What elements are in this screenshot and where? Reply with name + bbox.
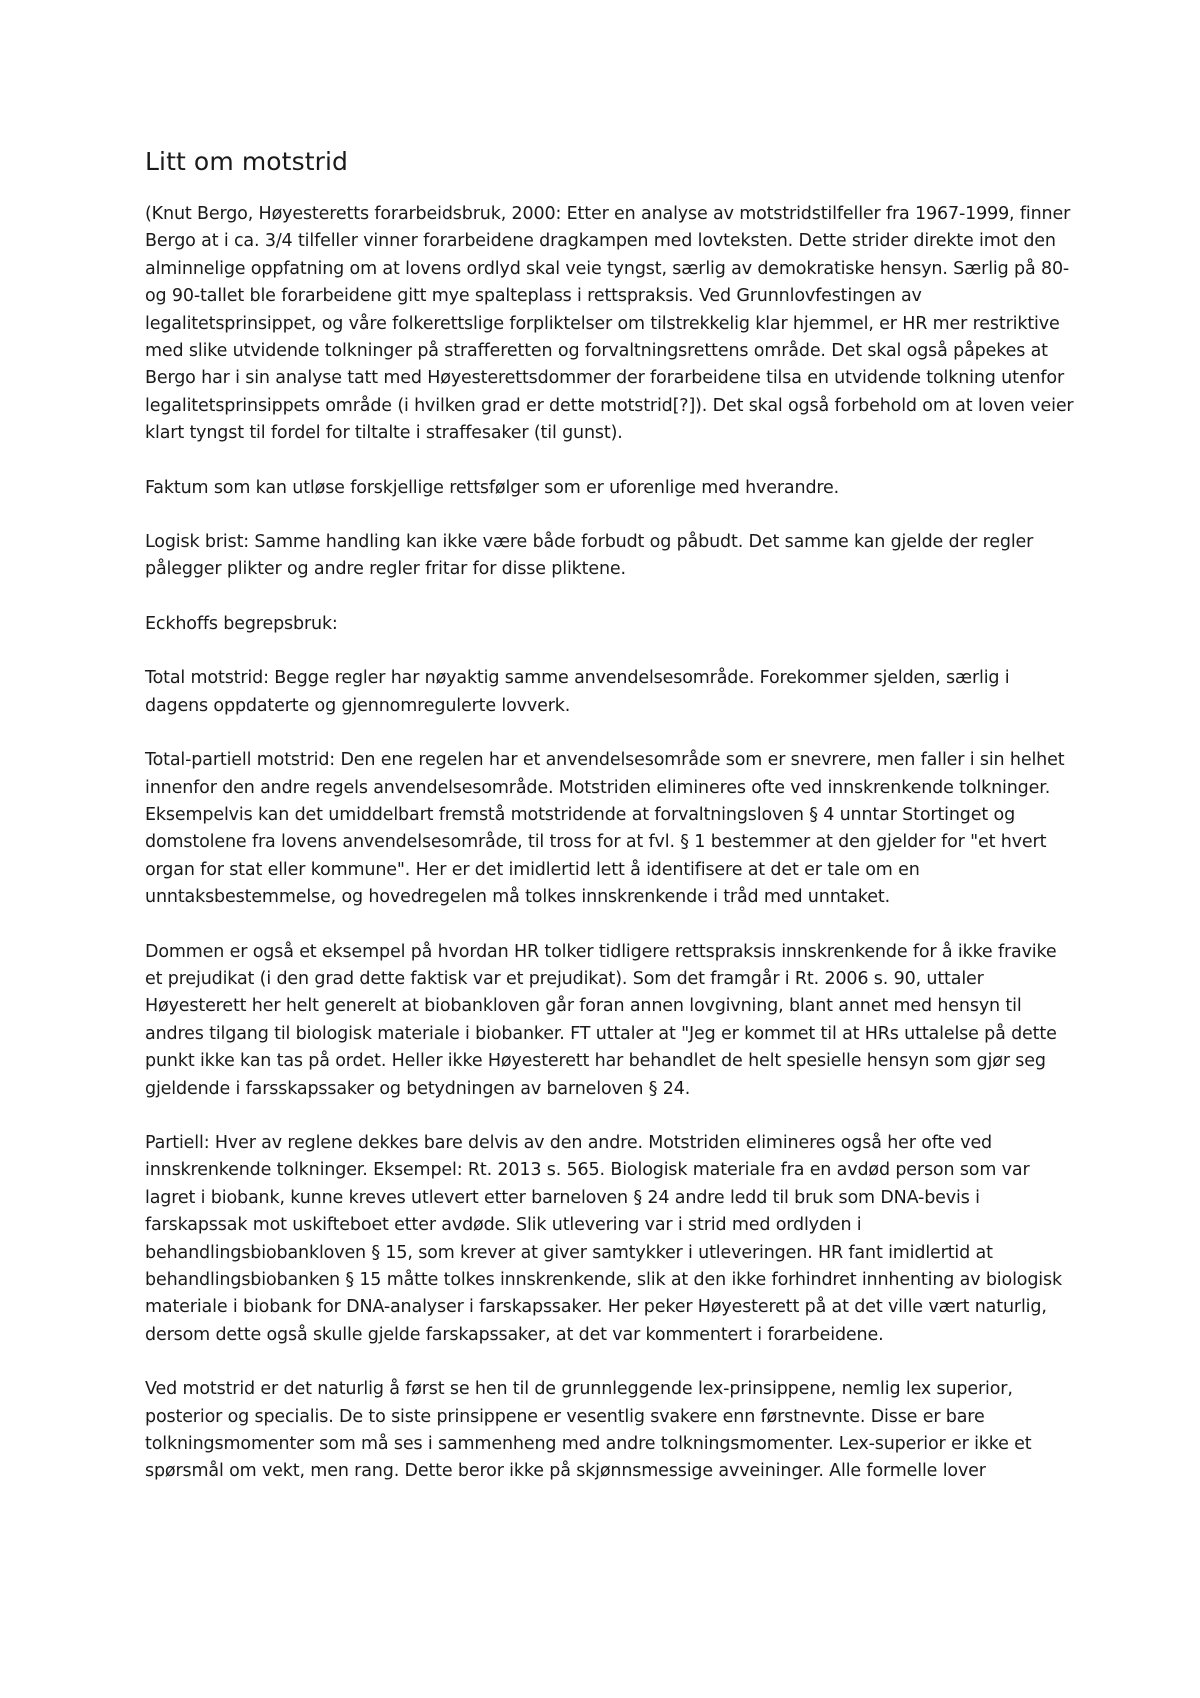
paragraph-lex-prinsipper: Ved motstrid er det naturlig å først se hen til de grunnleggende lex-prinsippene, nemlig lex superior, posterior og specialis. De to siste prinsippene er vesentlig svakere enn førstnevnte. Disse er bare tolkningsmomenter som må ses i sammenheng med andre tolkningsmomenter. Lex-superior er ikke et spørsmål om vekt, men rang. Dette beror ikke på skjønnsmessige avveininger. Alle formelle lover xyxy=(145,1379,1032,1482)
paragraph-partiell: Partiell: Hver av reglene dekkes bare delvis av den andre. Motstriden elimineres også her ofte ved innskrenkende tolkninger. Eksempel: Rt. 2013 s. 565. Biologisk materiale fra en avdød person som var lagret i biobank, kunne kreves utlevert etter barneloven § 24 andre ledd til bruk som DNA-bevis i farskapssak mot uskifteboet etter avdøde. Slik utlevering var i strid med ordlyden i behandlingsbiobankloven § 15, som krever at giver samtykker i utleveringen. HR fant imidlertid at behandlingsbiobanken § 15 måtte tolkes innskrenkende, slik at den ikke forhindret innhenting av biologisk materiale i biobank for DNA-analyser i farskapssaker. Her peker Høyesterett på at det ville vært naturlig, dersom dette også skulle gjelde farskapssaker, at det var kommentert i forarbeidene. xyxy=(145,1132,1062,1345)
paragraph-eckhoff-heading: Eckhoffs begrepsbruk: xyxy=(145,613,338,634)
paragraph-dommen: Dommen er også et eksempel på hvordan HR tolker tidligere rettspraksis innskrenkende for å ikke fravike et prejudikat (i den grad dette faktisk var et prejudikat). Som det framgår i Rt. 2006 s. 90, uttaler Høyesterett her helt generelt at biobankloven går foran annen lovgivning, blant annet med hensyn til andres tilgang til biologisk materiale i biobanker. FT uttaler at "Jeg er kommet til at HRs uttalelse på dette punkt ikke kan tas på ordet. Heller ikke Høyesterett har behandlet de helt spesielle hensyn som gjør seg gjeldende i farsskapssaker og betydningen av barneloven § 24. xyxy=(145,941,1057,1099)
document-title: Litt om motstrid xyxy=(145,147,348,176)
document-body xyxy=(145,145,1075,1486)
paragraph-bergo-analysis: (Knut Bergo, Høyesteretts forarbeidsbruk, 2000: Etter en analyse av motstridstilfeller fra 1967-1999, finner Bergo at i ca. 3/4 tilfeller vinner forarbeidene dragkampen med lovteksten. Dette strider direkte imot den alminnelige oppfatning om at lovens ordlyd skal veie tyngst, særlig av demokratiske hensyn. Særlig på 80- og 90-tallet ble forarbeidene gitt mye spalteplass i rettspraksis. Ved Grunnlovfestingen av legalitetsprinsippet, og våre folkerettslige forpliktelser om tilstrekkelig klar hjemmel, er HR mer restriktive med slike utvidende tolkninger på strafferetten og forvaltningsrettens område. Det skal også påpekes at Bergo har i sin analyse tatt med Høyesterettsdommer der forarbeidene tilsa en utvidende tolkning utenfor legalitetsprinsippets område (i hvilken grad er dette motstrid[?]). Det skal også forbehold om at loven veier klart tyngst til fordel for tiltalte i straffesaker (til gunst). xyxy=(145,204,1074,444)
paragraph-logisk-brist: Logisk brist: Samme handling kan ikke være både forbudt og påbudt. Det samme kan gjelde der regler pålegger plikter og andre regler fritar for disse pliktene. xyxy=(145,532,1034,580)
paragraph-total-partiell: Total-partiell motstrid: Den ene regelen har et anvendelsesområde som er snevrere, men faller i sin helhet innenfor den andre regels anvendelsesområde. Motstriden elimineres ofte ved innskrenkende tolkninger. Eksempelvis kan det umiddelbart fremstå motstridende at forvaltningsloven § 4 unntar Stortinget og domstolene fra lovens anvendelsesområde, til tross for at fvl. § 1 bestemmer at den gjelder for "et hvert organ for stat eller kommune". Her er det imidlertid lett å identifisere at det er tale om en unntaksbestemmelse, og hovedregelen må tolkes innskrenkende i tråd med unntaket. xyxy=(145,750,1065,908)
paragraph-faktum: Faktum som kan utløse forskjellige rettsfølger som er uforenlige med hverandre. xyxy=(145,477,840,498)
paragraph-total-motstrid: Total motstrid: Begge regler har nøyaktig samme anvendelsesområde. Forekommer sjelden, særlig i dagens oppdaterte og gjennomregulerte lovverk. xyxy=(145,668,1010,716)
